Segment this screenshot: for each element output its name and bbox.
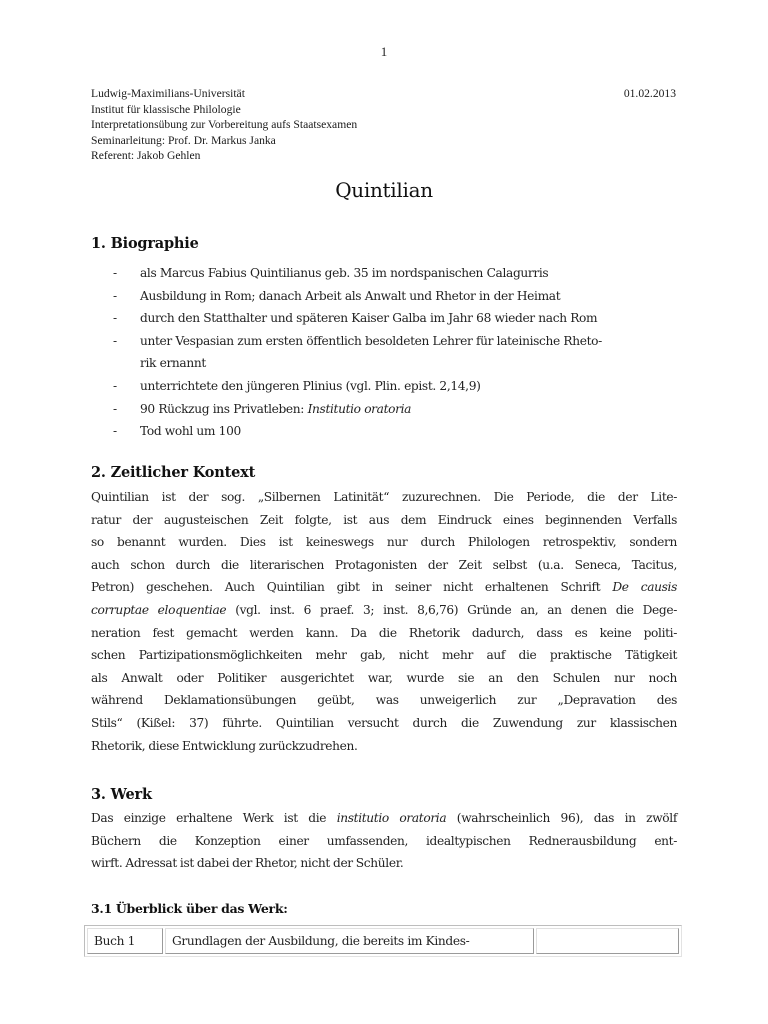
- list-item-text: unterrichtete den jüngeren Plinius (vgl. Plin. epist. 2,14,9): [140, 378, 481, 393]
- list-item-text: unter Vespasian zum ersten öffentlich besoldeten Lehrer für lateinische Rheto-: [140, 333, 602, 348]
- paragraph-line: ratur der augusteischen Zeit folgte, ist aus dem Eindruck eines beginnenden Verfalls: [91, 512, 677, 527]
- paragraph-line: auch schon durch die literarischen Protagonisten der Zeit selbst (u.a. Seneca, Tacitus,: [91, 557, 677, 572]
- list-item: [113, 285, 683, 308]
- work-title-italic: corruptae eloquentiae: [91, 602, 227, 617]
- table-cell-book: Buch 1: [87, 928, 163, 954]
- header-instructor: Seminarleitung: Prof. Dr. Markus Janka: [91, 133, 276, 147]
- page-number: 1: [380, 44, 388, 59]
- paragraph-line: neration fest gemacht werden kann. Da die Rhetorik dadurch, dass es keine politi-: [91, 625, 677, 640]
- line-text: Petron) geschehen. Auch Quintilian gibt in seiner nicht erhaltenen Schrift: [91, 580, 613, 595]
- work-overview-table: [84, 925, 682, 957]
- paragraph-line: so benannt wurden. Dies ist keineswegs nur durch Philologen retrospektiv, sondern: [91, 535, 677, 550]
- header-course: Interpretationsübung zur Vorbereitung aufs Staatsexamen: [91, 118, 358, 131]
- paragraph-line: wirft. Adressat ist dabei der Rhetor, nicht der Schüler.: [91, 856, 404, 871]
- header-presenter: Referent: Jakob Gehlen: [91, 149, 201, 162]
- paragraph-line: [91, 576, 677, 599]
- header-institute: Institut für klassische Philologie: [91, 102, 241, 116]
- line-text: (vgl. inst. 6 praef. 3; inst. 8,6,76) Gründe an, an denen die Dege-: [226, 602, 677, 617]
- dash-bullet-icon: -: [113, 424, 117, 439]
- work-paragraph: [91, 807, 677, 875]
- header-university: Ludwig-Maximilians-Universität: [91, 87, 245, 100]
- paragraph-line: [91, 599, 677, 622]
- context-paragraph: [91, 486, 677, 757]
- list-item-text: Ausbildung in Rom; danach Arbeit als Anwalt und Rhetor in der Heimat: [140, 288, 561, 303]
- list-item: [113, 330, 683, 375]
- biography-list: [113, 262, 683, 443]
- work-title-italic: De causis: [612, 580, 677, 595]
- list-item: [113, 420, 683, 443]
- work-title-italic: institutio oratoria: [336, 811, 447, 825]
- list-item-text: als Marcus Fabius Quintilianus geb. 35 im nordspanischen Calagurris: [140, 266, 549, 280]
- dash-bullet-icon: -: [113, 378, 117, 393]
- dash-bullet-icon: -: [113, 401, 117, 416]
- work-title-italic: Institutio oratoria: [307, 401, 412, 416]
- dash-bullet-icon: -: [113, 288, 117, 303]
- dash-bullet-icon: -: [113, 311, 117, 326]
- list-item: [113, 262, 683, 285]
- header-date: 01.02.2013: [623, 87, 676, 100]
- section-heading-zeitlicher-kontext: 2. Zeitlicher Kontext: [91, 464, 256, 481]
- list-item-text: durch den Statthalter und späteren Kaiser Galba im Jahr 68 wieder nach Rom: [140, 311, 598, 326]
- paragraph-line: schen Partizipationsmöglichkeiten mehr gab, nicht mehr auf die praktische Tätigkeit: [91, 648, 677, 663]
- list-item: [113, 375, 683, 398]
- line-text: (wahrscheinlich 96), das in zwölf: [446, 811, 678, 825]
- table-cell-description: Grundlagen der Ausbildung, die bereits im Kindes-: [165, 928, 534, 954]
- document-header: [91, 86, 676, 164]
- table-row: [87, 928, 679, 954]
- paragraph-line: während Deklamationsübungen geübt, was unweigerlich zur „Depravation des: [91, 693, 677, 708]
- list-item: [113, 307, 683, 330]
- paragraph-line: Rhetorik, diese Entwicklung zurückzudrehen.: [91, 738, 358, 753]
- list-item-text: 90 Rückzug ins Privatleben:: [140, 401, 308, 416]
- list-item-text: Tod wohl um 100: [140, 424, 241, 439]
- dash-bullet-icon: -: [113, 266, 117, 280]
- list-item: [113, 398, 683, 421]
- list-item-text-continued: rik ernannt: [140, 356, 206, 371]
- document-title: Quintilian: [335, 178, 433, 202]
- paragraph-line: Quintilian ist der sog. „Silbernen Latinität“ zuzurechnen. Die Periode, die der Lite-: [91, 490, 677, 504]
- paragraph-line: als Anwalt oder Politiker ausgerichtet war, wurde sie an den Schulen nur noch: [91, 670, 677, 685]
- paragraph-line: Stils“ (Kißel: 37) führte. Quintilian versucht durch die Zuwendung zur klassischen: [91, 715, 677, 730]
- line-text: Das einzige erhaltene Werk ist die: [91, 811, 337, 825]
- table-cell-notes: [536, 928, 679, 954]
- dash-bullet-icon: -: [113, 333, 117, 348]
- subsection-heading-overview: 3.1 Überblick über das Werk:: [91, 901, 288, 916]
- paragraph-line: Büchern die Konzeption einer umfassenden, idealtypischen Rednerausbildung ent-: [91, 833, 677, 848]
- section-heading-biographie: 1. Biographie: [91, 235, 199, 252]
- section-heading-werk: 3. Werk: [91, 786, 152, 803]
- paragraph-line: [91, 807, 677, 830]
